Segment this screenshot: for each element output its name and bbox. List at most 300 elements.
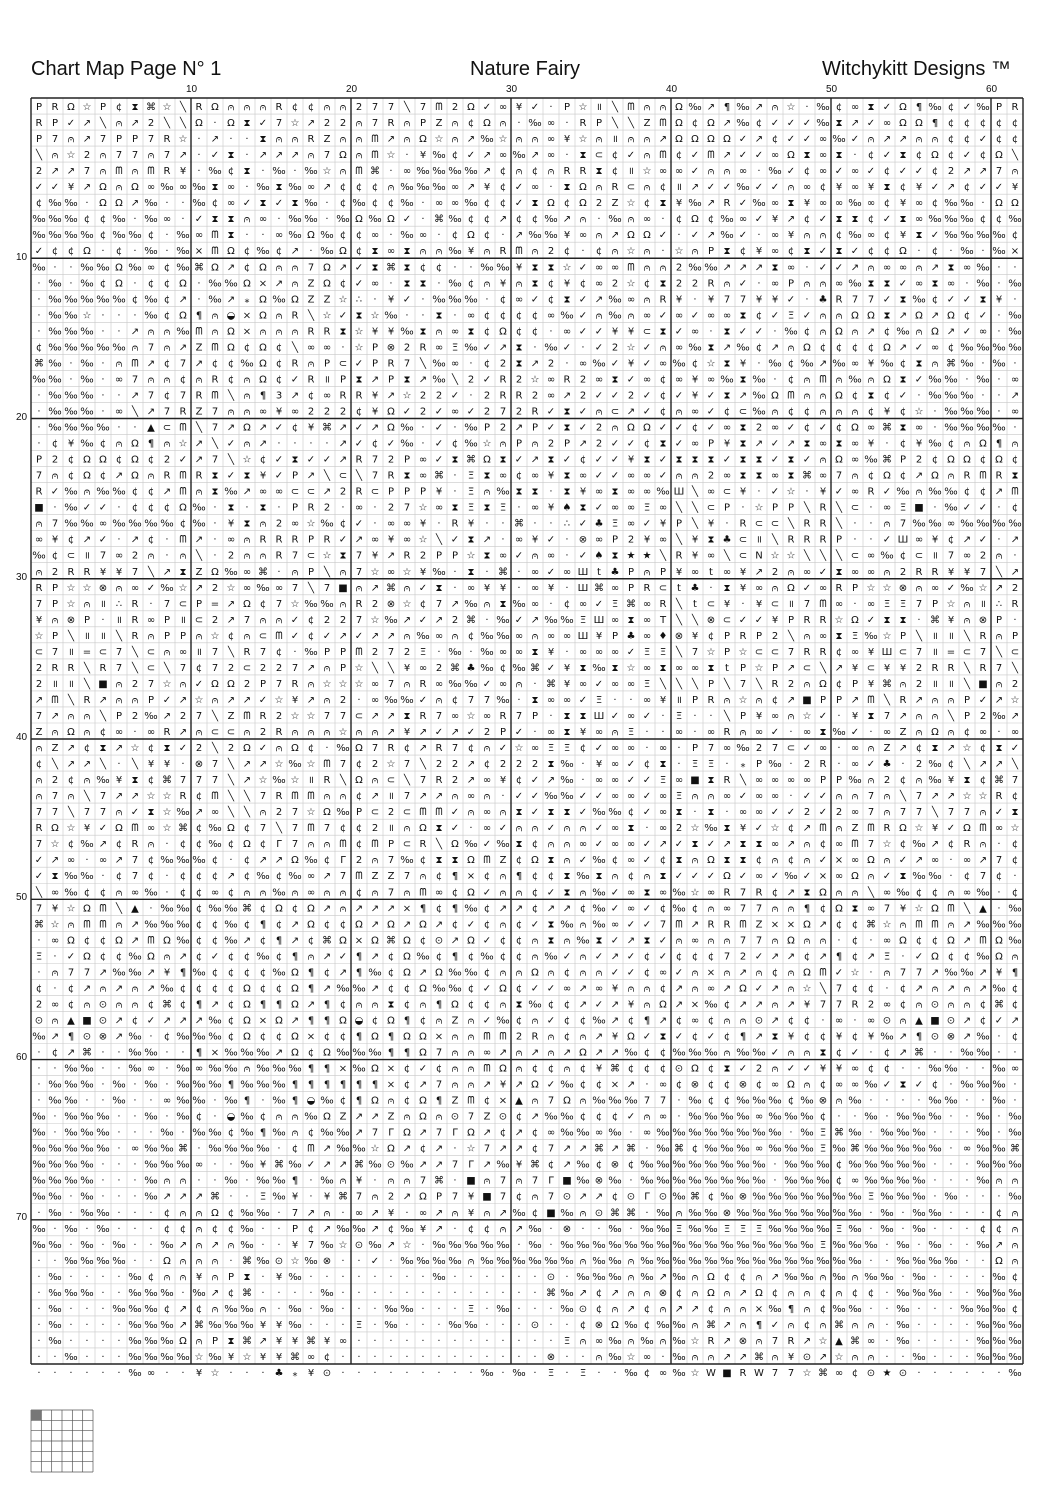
stitch-symbol: ‰ — [736, 1160, 749, 1171]
stitch-symbol: ‰ — [592, 919, 605, 930]
stitch-symbol: ‰ — [512, 663, 525, 674]
stitch-symbol: ⩀ — [180, 1208, 187, 1219]
stitch-symbol: Ω — [83, 903, 91, 914]
stitch-symbol: · — [949, 1224, 952, 1235]
stitch-symbol: ¢ — [436, 951, 442, 962]
stitch-symbol: ⌘ — [306, 1336, 316, 1347]
stitch-symbol: · — [101, 1368, 104, 1379]
stitch-symbol: ✓ — [339, 535, 347, 546]
stitch-symbol: · — [965, 1112, 968, 1123]
stitch-symbol: ‰ — [496, 839, 509, 850]
stitch-symbol: ∞ — [915, 535, 923, 546]
stitch-symbol: ¶ — [356, 1031, 362, 1042]
stitch-symbol: ‰ — [800, 358, 813, 369]
stitch-symbol: ‰ — [432, 182, 445, 193]
stitch-symbol: · — [373, 1304, 376, 1315]
stitch-symbol: ¶ — [196, 310, 202, 321]
stitch-symbol: ⊗ — [195, 759, 203, 770]
stitch-symbol: ‰ — [352, 198, 365, 209]
stitch-symbol: Ω — [467, 102, 475, 113]
stitch-symbol: ∞ — [691, 439, 699, 450]
stitch-symbol: · — [117, 1368, 120, 1379]
stitch-symbol: ✓ — [595, 823, 603, 834]
stitch-symbol: · — [389, 230, 392, 241]
stitch-symbol: ¥ — [276, 1352, 282, 1363]
stitch-symbol: ‰ — [256, 246, 269, 257]
stitch-symbol: ⧗ — [739, 455, 746, 466]
stitch-symbol: ∞ — [531, 743, 539, 754]
stitch-symbol: ¢ — [276, 358, 282, 369]
stitch-symbol: ‰ — [384, 695, 397, 706]
stitch-symbol: ‰ — [992, 423, 1005, 434]
stitch-symbol: R — [900, 695, 907, 706]
stitch-symbol: ‰ — [336, 1144, 349, 1155]
stitch-symbol: ✓ — [579, 519, 587, 530]
stitch-symbol: ¢ — [868, 471, 874, 482]
stitch-symbol: ¢ — [676, 150, 682, 161]
stitch-symbol: ¥ — [660, 695, 666, 706]
stitch-symbol: ⌘ — [258, 567, 268, 578]
stitch-symbol: · — [341, 1352, 344, 1363]
stitch-symbol: ¢ — [340, 198, 346, 209]
stitch-symbol: ‰ — [640, 1272, 653, 1283]
stitch-symbol: ‰ — [928, 390, 941, 401]
stitch-symbol: ⩀ — [644, 246, 651, 257]
stitch-symbol: ∞ — [595, 647, 603, 658]
stitch-symbol: ¢ — [836, 1048, 842, 1059]
stitch-symbol: 2 — [980, 711, 986, 722]
stitch-symbol: ↗ — [387, 551, 395, 562]
stitch-symbol: · — [565, 1320, 568, 1331]
stitch-symbol: ⧗ — [515, 807, 522, 818]
stitch-symbol: ᗰ — [819, 967, 826, 978]
stitch-symbol: ↗ — [131, 198, 139, 209]
stitch-symbol: ‰ — [384, 615, 397, 626]
stitch-symbol: 7 — [196, 711, 202, 722]
stitch-symbol: ‰ — [480, 647, 493, 658]
stitch-symbol: ⊂ — [755, 647, 763, 658]
stitch-symbol: ↗ — [835, 663, 843, 674]
stitch-symbol: ╲ — [739, 773, 747, 786]
stitch-symbol: 7 — [52, 807, 58, 818]
stitch-symbol: ✓ — [547, 406, 555, 417]
column-number-ruler — [0, 84, 1060, 98]
stitch-symbol: · — [405, 310, 408, 321]
stitch-symbol: · — [581, 1224, 584, 1235]
stitch-symbol: ‰ — [912, 1144, 925, 1155]
stitch-symbol: ‰ — [1008, 1128, 1021, 1139]
stitch-symbol: Ω — [675, 102, 683, 113]
stitch-symbol: ‰ — [992, 1304, 1005, 1315]
stitch-symbol: × — [259, 1015, 267, 1026]
stitch-symbol: ↗ — [931, 262, 939, 273]
stitch-symbol: · — [965, 1224, 968, 1235]
stitch-symbol: ᗰ — [739, 919, 746, 930]
stitch-symbol: ‰ — [512, 150, 525, 161]
stitch-symbol: R — [564, 374, 571, 385]
stitch-symbol: ‰ — [336, 807, 349, 818]
stitch-symbol: ¢ — [948, 102, 954, 113]
stitch-symbol: ⩀ — [372, 1192, 379, 1203]
stitch-symbol: P — [436, 551, 442, 562]
stitch-symbol: ☆ — [867, 583, 876, 594]
stitch-symbol: Ξ — [452, 342, 458, 353]
stitch-symbol: ‰ — [48, 406, 61, 417]
stitch-symbol: ∞ — [147, 1064, 155, 1075]
stitch-symbol: ¢ — [1012, 983, 1018, 994]
stitch-symbol: ⩀ — [116, 358, 123, 369]
stitch-symbol: ∞ — [851, 1064, 859, 1075]
stitch-symbol: ‰ — [256, 1256, 269, 1267]
stitch-symbol: ∞ — [659, 791, 667, 802]
stitch-symbol: ⊗ — [611, 1160, 619, 1171]
stitch-symbol: ↗ — [83, 182, 91, 193]
stitch-symbol: ¥ — [500, 583, 506, 594]
stitch-symbol: ⧗ — [643, 455, 650, 466]
stitch-symbol: · — [117, 1128, 120, 1139]
stitch-symbol: ⊙ — [435, 935, 443, 946]
stitch-symbol: ‰ — [256, 1144, 269, 1155]
stitch-symbol: · — [101, 374, 104, 385]
stitch-symbol: ¢ — [404, 983, 410, 994]
stitch-symbol: ╲ — [195, 421, 203, 434]
stitch-symbol: ‰ — [496, 631, 509, 642]
stitch-symbol: Ω — [483, 118, 491, 129]
stitch-symbol: · — [213, 1176, 216, 1187]
stitch-symbol: ↗ — [323, 487, 331, 498]
stitch-symbol: ⧗ — [259, 198, 266, 209]
stitch-symbol: ⩀ — [292, 887, 299, 898]
stitch-symbol: ⩀ — [132, 983, 139, 994]
stitch-symbol: ¢ — [148, 230, 154, 241]
stitch-symbol: ⊙ — [355, 1240, 363, 1251]
stitch-symbol: ‰ — [224, 1096, 237, 1107]
stitch-symbol: · — [469, 390, 472, 401]
stitch-symbol: ⩀ — [564, 1064, 571, 1075]
stitch-symbol: ‰ — [928, 1288, 941, 1299]
stitch-symbol: ¥ — [436, 487, 442, 498]
stitch-symbol: Ω — [323, 1048, 331, 1059]
stitch-symbol: ⌘ — [450, 663, 460, 674]
stitch-symbol: ↗ — [771, 1015, 779, 1026]
stitch-symbol: R — [500, 246, 507, 257]
stitch-symbol: ⩀ — [852, 406, 859, 417]
stitch-symbol: ‰ — [256, 1064, 269, 1075]
stitch-symbol: ¥ — [644, 535, 650, 546]
stitch-symbol: ✓ — [883, 871, 891, 882]
stitch-symbol: ¢ — [900, 406, 906, 417]
stitch-symbol: ‰ — [656, 1128, 669, 1139]
stitch-symbol: ‰ — [304, 198, 317, 209]
stitch-symbol: ⩀ — [772, 1064, 779, 1075]
stitch-symbol: · — [549, 487, 552, 498]
stitch-symbol: ↗ — [931, 310, 939, 321]
stitch-symbol: ⧗ — [883, 615, 890, 626]
stitch-symbol: ⧗ — [563, 294, 570, 305]
stitch-symbol: Ξ — [548, 1368, 554, 1379]
stitch-symbol: ☆ — [627, 342, 636, 353]
stitch-symbol: ¢ — [1012, 855, 1018, 866]
stitch-symbol: · — [485, 567, 488, 578]
stitch-symbol: ↗ — [915, 983, 923, 994]
stitch-symbol: ⧗ — [243, 1272, 250, 1283]
stitch-symbol: ‰ — [528, 1256, 541, 1267]
stitch-symbol: 7 — [148, 134, 154, 145]
stitch-symbol: ‰ — [288, 1304, 301, 1315]
stitch-symbol: · — [997, 390, 1000, 401]
stitch-symbol: ⊂ — [899, 647, 907, 658]
stitch-symbol: ‰ — [32, 1112, 45, 1123]
stitch-symbol: ¥ — [324, 1192, 330, 1203]
stitch-symbol: ✓ — [787, 807, 795, 818]
stitch-symbol: ⩀ — [980, 807, 987, 818]
stitch-symbol: ⌘ — [530, 663, 540, 674]
stitch-symbol: ☆ — [755, 503, 764, 514]
stitch-symbol: P — [772, 503, 778, 514]
stitch-symbol: 7 — [404, 759, 410, 770]
stitch-symbol: ॥ — [932, 551, 938, 562]
stitch-symbol: × — [403, 903, 411, 914]
stitch-symbol: ↗ — [163, 487, 171, 498]
stitch-symbol: ¢ — [308, 935, 314, 946]
stitch-symbol: ╲ — [99, 116, 107, 129]
stitch-symbol: ↗ — [467, 775, 475, 786]
stitch-symbol: · — [213, 535, 216, 546]
stitch-symbol: 2 — [132, 551, 138, 562]
stitch-symbol: · — [309, 1288, 312, 1299]
stitch-symbol: ╲ — [675, 677, 683, 690]
stitch-symbol: Ω — [531, 967, 539, 978]
stitch-symbol: ↗ — [51, 1031, 59, 1042]
stitch-symbol: 7 — [148, 679, 154, 690]
stitch-symbol: ‰ — [880, 1144, 893, 1155]
stitch-symbol: · — [117, 1208, 120, 1219]
stitch-symbol: · — [37, 423, 40, 434]
stitch-symbol: ✓ — [1011, 743, 1019, 754]
stitch-symbol: 7 — [996, 855, 1002, 866]
stitch-symbol: ↗ — [435, 791, 443, 802]
stitch-symbol: · — [549, 1240, 552, 1251]
stitch-symbol: · — [997, 503, 1000, 514]
stitch-symbol: ⊂ — [403, 807, 411, 818]
stitch-symbol: · — [837, 743, 840, 754]
stitch-symbol: ⩀ — [852, 471, 859, 482]
stitch-symbol: · — [949, 1128, 952, 1139]
stitch-symbol: ⊙ — [499, 1112, 507, 1123]
stitch-symbol: ♣ — [723, 535, 732, 546]
stitch-symbol: · — [165, 839, 168, 850]
stitch-symbol: ⩀ — [484, 1208, 491, 1219]
stitch-symbol: Ω — [995, 455, 1003, 466]
stitch-symbol: ⌘ — [882, 679, 892, 690]
stitch-symbol: ⩀ — [820, 310, 827, 321]
stitch-symbol: ¥ — [388, 535, 394, 546]
stitch-symbol: ☆ — [403, 1240, 412, 1251]
stitch-symbol: · — [421, 1352, 424, 1363]
stitch-symbol: · — [37, 1352, 40, 1363]
stitch-symbol: ¥ — [484, 182, 490, 193]
stitch-symbol: · — [629, 695, 632, 706]
stitch-symbol: ↗ — [531, 455, 539, 466]
stitch-symbol: ∞ — [499, 102, 507, 113]
stitch-symbol: ‰ — [160, 182, 173, 193]
stitch-symbol: ✓ — [691, 310, 699, 321]
stitch-symbol: 7 — [500, 1176, 506, 1187]
stitch-symbol: ‰ — [176, 230, 189, 241]
stitch-symbol: ¥ — [724, 599, 730, 610]
stitch-symbol: ¥ — [52, 535, 58, 546]
stitch-symbol: R — [356, 487, 363, 498]
stitch-symbol: ¢ — [292, 903, 298, 914]
stitch-symbol: ∞ — [723, 310, 731, 321]
stitch-symbol: ↗ — [915, 855, 923, 866]
stitch-symbol: ¥ — [164, 967, 170, 978]
stitch-symbol: ⩀ — [692, 1352, 699, 1363]
stitch-symbol: ⧗ — [707, 663, 714, 674]
stitch-symbol: ‰ — [992, 1096, 1005, 1107]
stitch-symbol: · — [389, 1288, 392, 1299]
stitch-symbol: ⩀ — [276, 134, 283, 145]
stitch-symbol: ✓ — [643, 839, 651, 850]
stitch-symbol: ¢ — [340, 519, 346, 530]
stitch-symbol: ¢ — [916, 150, 922, 161]
stitch-symbol: ∞ — [371, 695, 379, 706]
stitch-symbol: ✓ — [355, 631, 363, 642]
stitch-symbol: ¢ — [900, 999, 906, 1010]
stitch-symbol: ⩀ — [180, 1272, 187, 1283]
stitch-symbol: ✓ — [691, 150, 699, 161]
stitch-symbol: Ω — [947, 455, 955, 466]
stitch-symbol: · — [325, 1320, 328, 1331]
stitch-symbol: ☆ — [803, 1368, 812, 1379]
stitch-symbol: ‰ — [288, 759, 301, 770]
stitch-symbol: ⩀ — [916, 583, 923, 594]
stitch-symbol: ¥ — [772, 214, 778, 225]
stitch-symbol: R — [1012, 599, 1019, 610]
stitch-symbol: ¢ — [148, 1272, 154, 1283]
stitch-symbol: ¢ — [580, 1015, 586, 1026]
stitch-symbol: · — [453, 1272, 456, 1283]
stitch-symbol: ¢ — [836, 919, 842, 930]
stitch-symbol: ‰ — [784, 1240, 797, 1251]
stitch-symbol: ∞ — [419, 471, 427, 482]
stitch-symbol: ⧗ — [291, 455, 298, 466]
stitch-symbol: · — [133, 1128, 136, 1139]
stitch-symbol: · — [245, 182, 248, 193]
stitch-symbol: · — [245, 1192, 248, 1203]
stitch-symbol: · — [453, 1352, 456, 1363]
stitch-symbol: ¶ — [388, 1048, 394, 1059]
stitch-symbol: Ω — [787, 1080, 795, 1091]
stitch-symbol: ¢ — [468, 118, 474, 129]
stitch-symbol: ॥ — [932, 679, 938, 690]
stitch-symbol: ‰ — [688, 342, 701, 353]
stitch-symbol: Ξ — [564, 1336, 570, 1347]
stitch-symbol: ∞ — [851, 182, 859, 193]
stitch-symbol: R — [964, 839, 971, 850]
stitch-symbol: ∞ — [451, 358, 459, 369]
stitch-symbol: ‰ — [96, 1144, 109, 1155]
stitch-symbol: ⩀ — [644, 262, 651, 273]
stitch-symbol: ¢ — [596, 1160, 602, 1171]
stitch-symbol: · — [549, 1224, 552, 1235]
stitch-symbol: ¢ — [900, 839, 906, 850]
stitch-symbol: ¢ — [532, 1128, 538, 1139]
stitch-symbol: ✓ — [883, 487, 891, 498]
stitch-symbol: ⧗ — [547, 935, 554, 946]
stitch-symbol: ᗰ — [435, 807, 442, 818]
stitch-symbol: ╲ — [131, 404, 139, 417]
stitch-symbol: · — [69, 1208, 72, 1219]
stitch-symbol: ☆ — [211, 1368, 220, 1379]
stitch-symbol: 2 — [884, 775, 890, 786]
stitch-symbol: · — [565, 583, 568, 594]
stitch-symbol: ☆ — [851, 967, 860, 978]
stitch-symbol: · — [965, 1192, 968, 1203]
stitch-symbol: ∞ — [579, 230, 587, 241]
stitch-symbol: ‰ — [48, 278, 61, 289]
stitch-symbol: × — [499, 1096, 507, 1107]
stitch-symbol: ‰ — [128, 519, 141, 530]
stitch-symbol: · — [741, 503, 744, 514]
stitch-symbol: · — [229, 134, 232, 145]
stitch-symbol: ∞ — [499, 551, 507, 562]
stitch-symbol: ⧗ — [627, 823, 634, 834]
stitch-symbol: ¢ — [724, 1031, 730, 1042]
stitch-symbol: 7 — [372, 118, 378, 129]
stitch-symbol: ⩀ — [452, 1064, 459, 1075]
stitch-symbol: ☆ — [883, 583, 892, 594]
stitch-symbol: ∞ — [419, 1208, 427, 1219]
stitch-symbol: ⩀ — [948, 727, 955, 738]
stitch-symbol: ‰ — [480, 663, 493, 674]
stitch-symbol: ⊙ — [579, 1304, 587, 1315]
stitch-symbol: ‰ — [720, 374, 733, 385]
stitch-symbol: ¶ — [324, 1015, 330, 1026]
stitch-symbol: ¢ — [116, 951, 122, 962]
stitch-symbol: · — [261, 1240, 264, 1251]
stitch-symbol: Z — [308, 278, 315, 289]
stitch-symbol: ॥ — [388, 823, 394, 834]
stitch-symbol: ¢ — [244, 823, 250, 834]
stitch-symbol: ∞ — [787, 262, 795, 273]
stitch-symbol: · — [869, 727, 872, 738]
stitch-symbol: ╲ — [227, 805, 235, 818]
stitch-symbol: ‰ — [976, 423, 989, 434]
stitch-symbol: ⧗ — [547, 855, 554, 866]
stitch-symbol: ¢ — [964, 310, 970, 321]
stitch-symbol: R — [708, 919, 715, 930]
stitch-symbol: 7 — [660, 919, 666, 930]
stitch-symbol: ⩀ — [340, 1176, 347, 1187]
stitch-symbol: ‰ — [176, 807, 189, 818]
stitch-symbol: · — [997, 310, 1000, 321]
stitch-symbol: ↗ — [211, 999, 219, 1010]
stitch-symbol: ⌘ — [626, 1208, 636, 1219]
stitch-symbol: ✓ — [659, 951, 667, 962]
stitch-symbol: ⩀ — [468, 1064, 475, 1075]
stitch-symbol: · — [37, 1368, 40, 1379]
stitch-symbol: ╲ — [307, 581, 315, 594]
stitch-symbol: ↗ — [723, 262, 731, 273]
stitch-symbol: ¢ — [708, 1064, 714, 1075]
stitch-symbol: ⧗ — [339, 551, 346, 562]
stitch-symbol: ¥ — [948, 615, 954, 626]
stitch-symbol: 7 — [532, 1176, 538, 1187]
stitch-symbol: ⊗ — [99, 1031, 107, 1042]
stitch-symbol: ⩀ — [596, 182, 603, 193]
stitch-symbol: Ω — [803, 967, 811, 978]
